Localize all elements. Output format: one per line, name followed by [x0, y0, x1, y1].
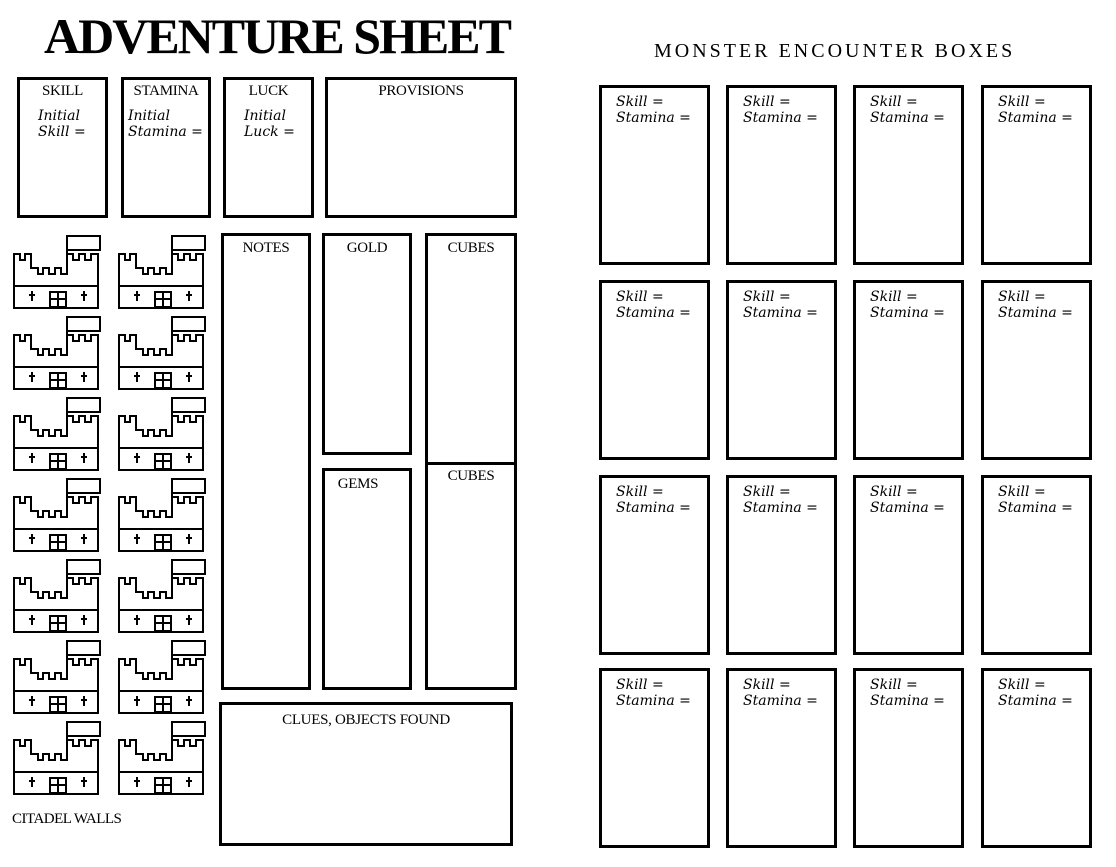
initial-stamina-line1: Initial — [128, 108, 170, 124]
initial-luck-line2: Luck = — [244, 124, 295, 140]
monster-skill-label: Skill = — [743, 484, 791, 500]
monster-skill-label: Skill = — [870, 94, 918, 110]
castle-wall-icon[interactable] — [12, 558, 104, 634]
monster-stamina-label: Stamina = — [870, 693, 945, 709]
monster-encounter-box[interactable] — [981, 668, 1092, 848]
monster-stamina-label: Stamina = — [616, 305, 691, 321]
cubes-top-label: CUBES — [447, 240, 495, 256]
initial-luck-line1: Initial — [244, 108, 286, 124]
monster-stamina-label: Stamina = — [870, 500, 945, 516]
castle-wall-icon[interactable] — [117, 558, 209, 634]
gold-label: GOLD — [346, 240, 388, 256]
luck-box[interactable] — [223, 77, 314, 218]
monster-stamina-label: Stamina = — [998, 693, 1073, 709]
monster-encounter-box[interactable] — [599, 475, 710, 655]
cubes-bottom-label: CUBES — [447, 468, 495, 484]
clues-label: CLUES, OBJECTS FOUND — [282, 712, 450, 728]
skill-label: SKILL — [42, 83, 83, 99]
cubes-bottom-box[interactable] — [425, 462, 517, 690]
monster-stamina-label: Stamina = — [998, 305, 1073, 321]
sheet-title: ADVENTURE SHEET — [44, 8, 510, 64]
provisions-label: PROVISIONS — [378, 83, 464, 99]
castle-wall-icon[interactable] — [117, 315, 209, 391]
castle-wall-icon[interactable] — [117, 720, 209, 796]
monster-skill-label: Skill = — [998, 289, 1046, 305]
monster-encounter-box[interactable] — [599, 280, 710, 460]
castle-wall-icon[interactable] — [12, 639, 104, 715]
monster-encounter-box[interactable] — [853, 668, 964, 848]
monster-stamina-label: Stamina = — [743, 693, 818, 709]
notes-box[interactable] — [221, 233, 311, 690]
monster-encounter-box[interactable] — [726, 85, 837, 265]
monster-encounter-box[interactable] — [599, 668, 710, 848]
monster-encounter-box[interactable] — [726, 280, 837, 460]
monster-skill-label: Skill = — [616, 484, 664, 500]
monster-encounter-box[interactable] — [853, 475, 964, 655]
stamina-box[interactable] — [121, 77, 211, 218]
monster-stamina-label: Stamina = — [743, 305, 818, 321]
castle-wall-icon[interactable] — [12, 234, 104, 310]
monster-encounter-box[interactable] — [726, 475, 837, 655]
castle-wall-icon[interactable] — [12, 396, 104, 472]
monster-stamina-label: Stamina = — [743, 500, 818, 516]
stamina-label: STAMINA — [133, 83, 199, 99]
castle-wall-icon[interactable] — [117, 477, 209, 553]
castle-wall-icon[interactable] — [117, 639, 209, 715]
monster-skill-label: Skill = — [870, 677, 918, 693]
castle-wall-icon[interactable] — [12, 315, 104, 391]
castle-wall-icon[interactable] — [12, 477, 104, 553]
monster-stamina-label: Stamina = — [870, 305, 945, 321]
castle-wall-icon[interactable] — [12, 720, 104, 796]
gems-label: GEMS — [337, 476, 379, 492]
monster-skill-label: Skill = — [616, 94, 664, 110]
gold-box[interactable] — [322, 233, 412, 455]
monster-skill-label: Skill = — [870, 484, 918, 500]
monster-skill-label: Skill = — [870, 289, 918, 305]
monster-skill-label: Skill = — [616, 677, 664, 693]
monster-encounter-box[interactable] — [853, 85, 964, 265]
provisions-box[interactable] — [325, 77, 517, 218]
initial-skill-line1: Initial — [38, 108, 80, 124]
castle-wall-icon[interactable] — [117, 234, 209, 310]
monster-stamina-label: Stamina = — [616, 500, 691, 516]
luck-label: LUCK — [248, 83, 289, 99]
monster-encounter-box[interactable] — [981, 475, 1092, 655]
notes-label: NOTES — [242, 240, 290, 256]
gems-box[interactable] — [322, 468, 412, 690]
cubes-top-box[interactable] — [425, 233, 517, 465]
monster-encounter-box[interactable] — [981, 85, 1092, 265]
castle-wall-icon[interactable] — [117, 396, 209, 472]
monster-encounter-box[interactable] — [981, 280, 1092, 460]
monster-stamina-label: Stamina = — [743, 110, 818, 126]
monster-skill-label: Skill = — [616, 289, 664, 305]
monster-encounter-box[interactable] — [853, 280, 964, 460]
initial-stamina-line2: Stamina = — [128, 124, 203, 140]
monster-skill-label: Skill = — [743, 289, 791, 305]
monster-skill-label: Skill = — [998, 484, 1046, 500]
monster-skill-label: Skill = — [998, 94, 1046, 110]
monster-stamina-label: Stamina = — [998, 110, 1073, 126]
monster-encounter-title: MONSTER ENCOUNTER BOXES — [654, 40, 1016, 62]
monster-stamina-label: Stamina = — [870, 110, 945, 126]
monster-encounter-box[interactable] — [599, 85, 710, 265]
clues-box[interactable] — [219, 702, 513, 846]
monster-stamina-label: Stamina = — [616, 110, 691, 126]
monster-skill-label: Skill = — [743, 94, 791, 110]
monster-skill-label: Skill = — [743, 677, 791, 693]
citadel-walls-label: CITADEL WALLS — [12, 811, 122, 827]
monster-stamina-label: Stamina = — [616, 693, 691, 709]
monster-stamina-label: Stamina = — [998, 500, 1073, 516]
monster-encounter-box[interactable] — [726, 668, 837, 848]
initial-skill-line2: Skill = — [38, 124, 86, 140]
monster-skill-label: Skill = — [998, 677, 1046, 693]
skill-box[interactable] — [17, 77, 108, 218]
